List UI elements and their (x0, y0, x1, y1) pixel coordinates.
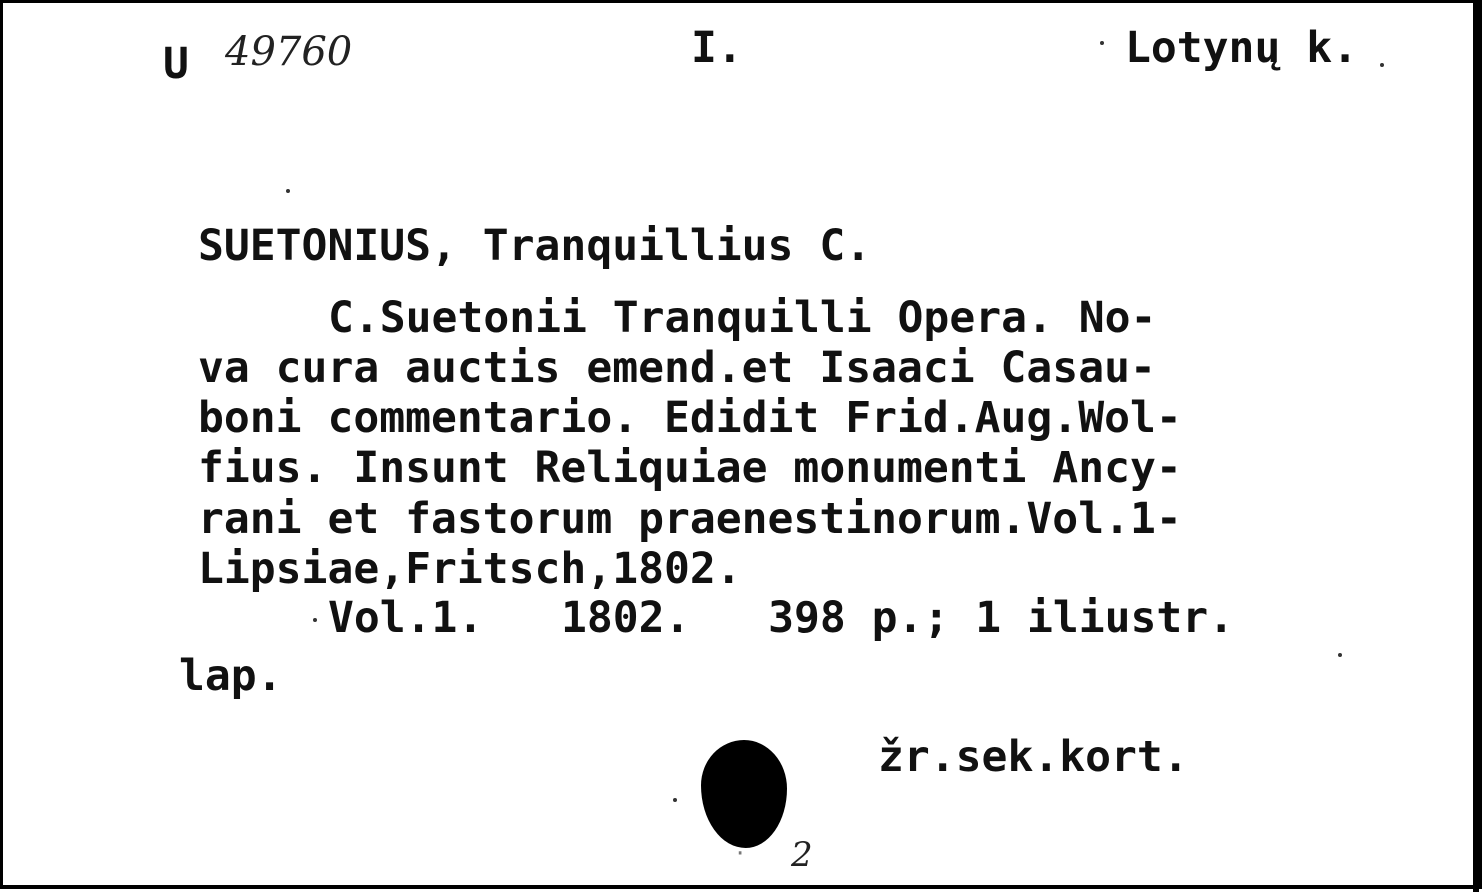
speck (1100, 41, 1104, 45)
volume-marker: I. (691, 23, 743, 73)
speck (313, 618, 317, 622)
speck (1380, 63, 1384, 67)
speck (1338, 653, 1342, 657)
title-line: Lipsiae,Fritsch,1802. (198, 544, 742, 594)
faint-mark: · (736, 839, 745, 869)
physical-description-cont: lap. (179, 651, 283, 701)
title-line: fius. Insunt Reliquiae monumenti Ancy- (198, 443, 1182, 493)
title-line: va cura auctis emend.et Isaaci Casau- (198, 343, 1156, 393)
title-line: boni commentario. Edidit Frid.Aug.Wol- (198, 393, 1182, 443)
author-heading: SUETONIUS, Tranquillius C. (198, 221, 872, 271)
see-next-card: žr.sek.kort. (878, 732, 1189, 782)
speck (286, 189, 290, 193)
call-number-handwritten: 49760 (225, 29, 353, 75)
physical-description: Vol.1. 1802. 398 p.; 1 iliustr. (328, 593, 1235, 643)
bottom-handwritten-number: 2 (791, 835, 813, 875)
punch-hole (701, 740, 787, 848)
call-number-prefix: U (163, 39, 189, 89)
title-line: rani et fastorum praenestinorum.Vol.1- (198, 494, 1182, 544)
card-right-edge (1473, 3, 1479, 892)
language-label: Lotynų k. (1125, 23, 1358, 73)
speck (673, 798, 677, 802)
title-line: C.Suetonii Tranquilli Opera. No- (328, 293, 1157, 343)
